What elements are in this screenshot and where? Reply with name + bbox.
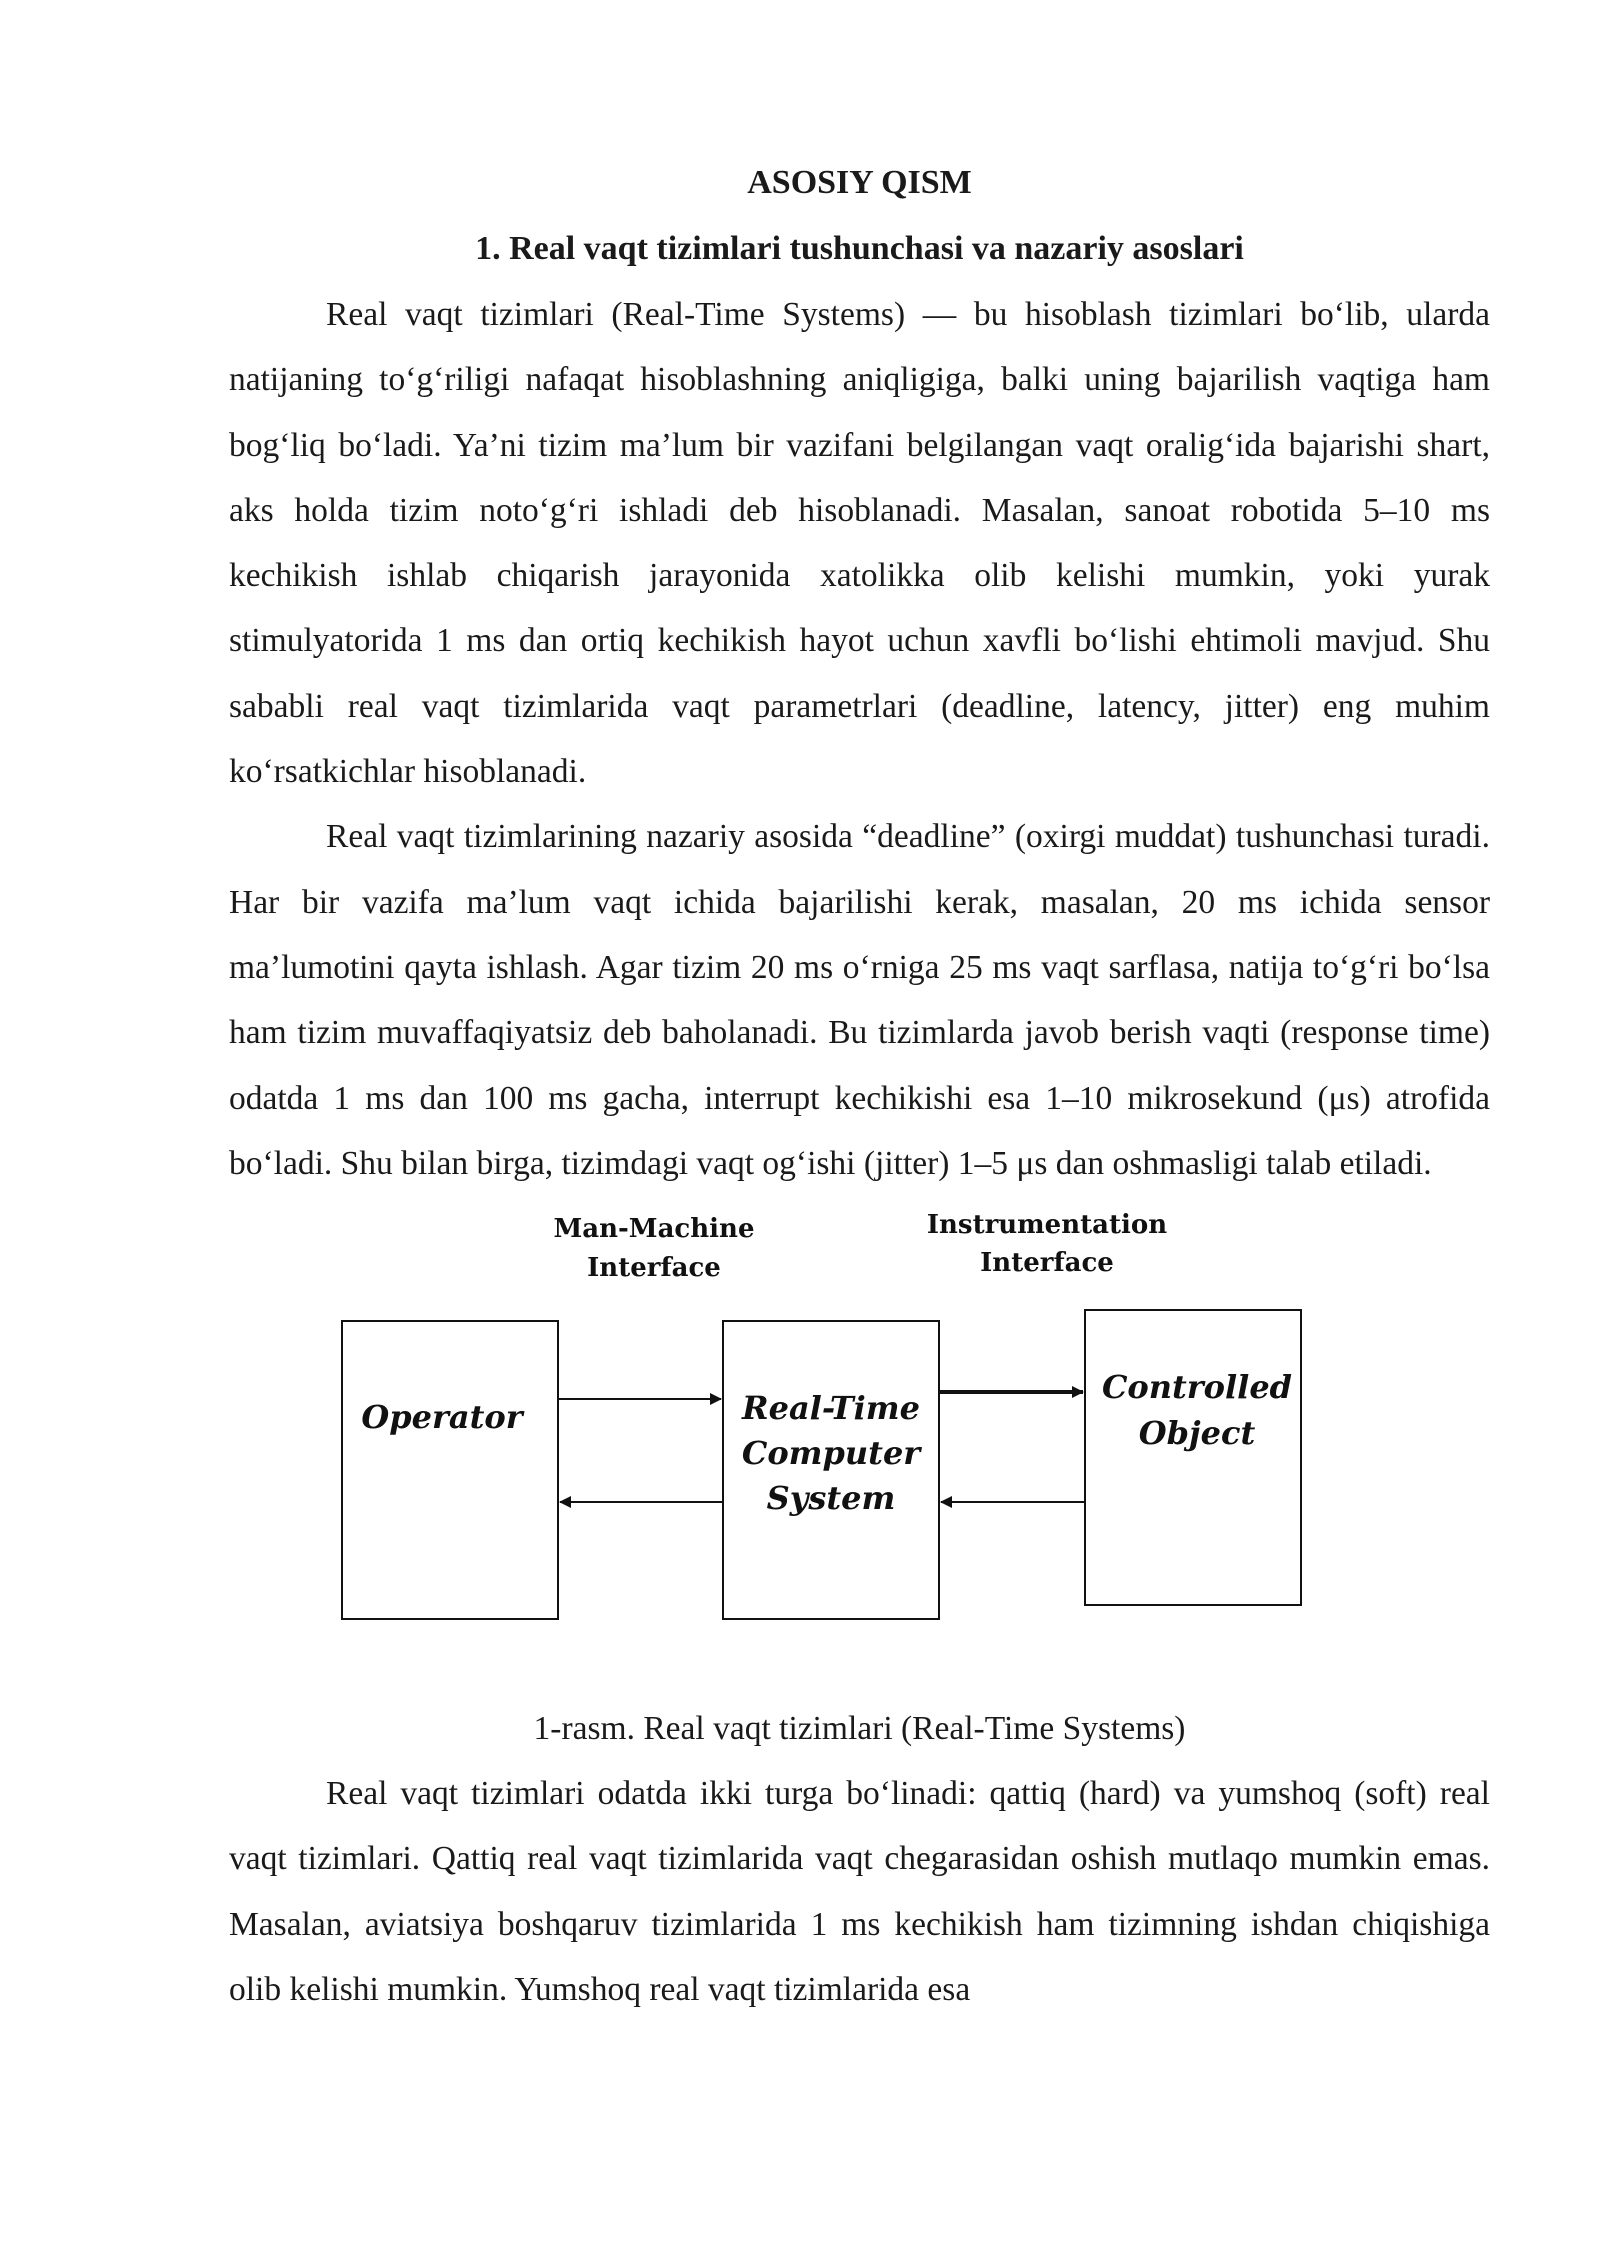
label-instrumentation: Instrumentation <box>926 1210 1168 1241</box>
figure-real-time-system-diagram <box>229 1196 1490 1696</box>
label-man-machine-interface: Interface <box>587 1253 721 1284</box>
label-man-machine: Man-Machine <box>553 1214 755 1245</box>
rtcs-label-line3: System <box>766 1479 896 1518</box>
controlled-object-box <box>1085 1310 1301 1605</box>
rtcs-label-line1: Real-Time <box>741 1389 921 1428</box>
label-instrumentation-interface: Interface <box>980 1248 1114 1279</box>
block-diagram <box>229 1196 1490 1696</box>
subsection-title: 1. Real vaqt tizimlari tushunchasi va nazariy asoslari <box>475 230 1244 267</box>
operator-label: Operator <box>361 1398 523 1437</box>
figure-caption: 1-rasm. Real vaqt tizimlari (Real-Time Systems) <box>533 1710 1186 1748</box>
rtcs-label-line2: Computer <box>741 1434 921 1473</box>
paragraph-2: Real vaqt tizimlarining nazariy asosida “deadline” (oxirgi muddat) tushunchasi turadi. Har bir vazifa ma’lum vaqt ichida bajarilishi kerak, masalan, 20 ms ichida sensor ma’lumotini qayta ishlash. Agar tizim 20 ms o‘rniga 25 ms vaqt sarflasa, natija to‘g‘ri bo‘lsa ham tizim muvaffaqiyatsiz deb baholanadi. Bu tizimlarda javob berish vaqti (response time) odatda 1 ms dan 100 ms gacha, interrupt kechikishi esa 1–10 mikrosekund (μs) atrofida bo‘ladi. Shu bilan birga, tizimdagi vaqt og‘ishi (jitter) 1–5 μs dan oshmasligi talab etiladi. <box>229 818 1490 1182</box>
controlled-object-label-line2: Object <box>1138 1414 1256 1453</box>
page-content <box>229 150 1490 2022</box>
controlled-object-label-line1: Controlled <box>1101 1368 1293 1407</box>
section-title: ASOSIY QISM <box>747 164 972 201</box>
operator-box <box>342 1321 558 1619</box>
paragraph-3: Real vaqt tizimlari odatda ikki turga bo‘linadi: qattiq (hard) va yumshoq (soft) real vaqt tizimlari. Qattiq real vaqt tizimlarida vaqt chegarasidan oshish mutlaqo mumkin emas. Masalan, aviatsiya boshqaruv tizimlarida 1 ms kechikish ham tizimning ishdan chiqishiga olib kelishi mumkin. Yumshoq real vaqt tizimlarida esa <box>229 1775 1490 2009</box>
paragraph-1: Real vaqt tizimlari (Real-Time Systems) — bu hisoblash tizimlari bo‘lib, ularda natijaning to‘g‘riligi nafaqat hisoblashning aniqligiga, balki uning bajarilish vaqtiga ham bog‘liq bo‘ladi. Ya’ni tizim ma’lum bir vazifani belgilangan vaqt oralig‘ida bajarishi shart, aks holda tizim noto‘g‘ri ishladi deb hisoblanadi. Masalan, sanoat robotida 5–10 ms kechikish ishlab chiqarish jarayonida xatolikka olib kelishi mumkin, yoki yurak stimulyatorida 1 ms dan ortiq kechikish hayot uchun xavfli bo‘lishi ehtimoli mavjud. Shu sababli real vaqt tizimlarida vaqt parametrlari (deadline, latency, jitter) eng muhim ko‘rsatkichlar hisoblanadi. <box>229 296 1490 791</box>
